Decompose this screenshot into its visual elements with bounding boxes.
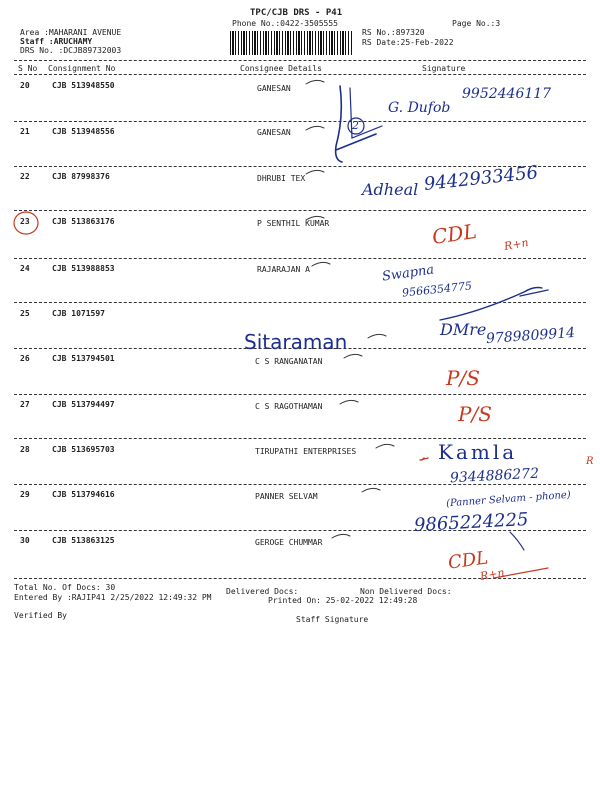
handwritten-name: Sitaraman bbox=[244, 330, 348, 354]
row-divider bbox=[14, 121, 586, 122]
handwritten-cdl: CDL bbox=[430, 219, 479, 249]
barcode bbox=[230, 31, 352, 55]
table-row-consignee: C S RAGOTHAMAN bbox=[255, 402, 323, 411]
handwritten-ps: P/S bbox=[446, 366, 480, 390]
handwritten-phone: 9442933456 bbox=[422, 162, 540, 195]
table-row-consignment: CJB 87998376 bbox=[52, 172, 110, 181]
rs-date: RS Date:25-Feb-2022 bbox=[362, 38, 454, 47]
divider bbox=[14, 74, 586, 75]
col-signature: Signature bbox=[422, 64, 466, 73]
handwritten-phone: 9789809914 bbox=[485, 324, 576, 348]
table-row-sno: 29 bbox=[20, 490, 30, 499]
table-row-sno: 26 bbox=[20, 354, 30, 363]
table-row-sno: 23 bbox=[20, 217, 30, 226]
table-row-consignee: P SENTHIL KUMAR bbox=[257, 219, 330, 228]
table-row-consignee: TIRUPATHI ENTERPRISES bbox=[255, 447, 357, 456]
divider bbox=[14, 60, 586, 61]
table-row-consignee: PANNER SELVAM bbox=[255, 492, 318, 501]
handwritten-mark: R bbox=[586, 456, 594, 467]
handwritten-phone: 9344886272 bbox=[449, 465, 540, 487]
delivered-docs: Delivered Docs: bbox=[226, 587, 299, 596]
table-row-sno: 21 bbox=[20, 127, 30, 136]
handwritten-signature: G. Dufob bbox=[388, 100, 451, 116]
handwritten-circle-number: 2 bbox=[352, 119, 359, 132]
handwritten-signature: DMre bbox=[440, 320, 487, 339]
table-row-consignee: C S RANGANATAN bbox=[255, 357, 323, 366]
table-row-consignee: GANESAN bbox=[257, 84, 291, 93]
verified-by: Verified By bbox=[14, 611, 67, 620]
handwritten-signature: Swapna bbox=[381, 262, 436, 285]
staff-signature: Staff Signature bbox=[296, 615, 369, 624]
table-row-consignment: CJB 513988853 bbox=[52, 264, 115, 273]
handwritten-cdl: CDL bbox=[446, 547, 490, 574]
handwritten-phone: 9566354775 bbox=[401, 279, 473, 300]
handwritten-phone: 9952446117 bbox=[462, 86, 552, 102]
table-row-sno: 30 bbox=[20, 536, 30, 545]
handwritten-ps: P/S bbox=[458, 402, 492, 426]
col-consignee: Consignee Details bbox=[240, 64, 322, 73]
table-row-consignment: CJB 513794501 bbox=[52, 354, 115, 363]
table-row-consignee: DHRUBI TEX bbox=[257, 174, 306, 183]
table-row-consignment: CJB 513695703 bbox=[52, 445, 115, 454]
table-row-consignee: RAJARAJAN A bbox=[257, 265, 310, 274]
handwritten-phone: 9865224225 bbox=[413, 509, 530, 536]
col-consignment: Consignment No bbox=[48, 64, 116, 73]
table-row-consignment: CJB 513863176 bbox=[52, 217, 115, 226]
area-label: Area :MAHARANI AVENUE bbox=[20, 28, 122, 37]
row-divider bbox=[14, 302, 586, 303]
entered-by: Entered By :RAJIP41 2/25/2022 12:49:32 PM bbox=[14, 593, 212, 602]
table-row-consignment: CJB 513794616 bbox=[52, 490, 115, 499]
handwritten-rtn: R+n bbox=[503, 235, 530, 254]
col-sno: S No bbox=[18, 64, 38, 73]
table-row-consignment: CJB 513948556 bbox=[52, 127, 115, 136]
printed-on: Printed On: 25-02-2022 12:49:28 bbox=[268, 596, 418, 605]
table-row-sno: 24 bbox=[20, 264, 30, 273]
row-divider bbox=[14, 394, 586, 395]
handwritten-rtn: R+n bbox=[479, 565, 506, 584]
row-divider bbox=[14, 258, 586, 259]
table-row-consignment: CJB 513948550 bbox=[52, 81, 115, 90]
table-row-consignment: CJB 513794497 bbox=[52, 400, 115, 409]
non-delivered-docs: Non Delivered Docs: bbox=[360, 587, 452, 596]
table-row-consignment: CJB 1071597 bbox=[52, 309, 105, 318]
rs-number: RS No.:897320 bbox=[362, 28, 425, 37]
drs-number: DRS No. :DCJB89732003 bbox=[20, 46, 122, 55]
row-divider bbox=[14, 210, 586, 211]
phone-number: Phone No.:0422-3505555 bbox=[232, 19, 338, 28]
handwritten-name: Kamla bbox=[438, 440, 518, 464]
row-divider bbox=[14, 438, 586, 439]
handwritten-note: (Panner Selvam - phone) bbox=[445, 489, 572, 510]
report-title: TPC/CJB DRS - P41 bbox=[250, 8, 343, 18]
staff-label: Staff :ARUCHAMY bbox=[20, 37, 93, 46]
table-row-sno: 22 bbox=[20, 172, 30, 181]
table-row-sno: 28 bbox=[20, 445, 30, 454]
table-row-sno: 25 bbox=[20, 309, 30, 318]
total-docs: Total No. Of Docs: 30 bbox=[14, 583, 116, 592]
table-row-consignee: GANESAN bbox=[257, 128, 291, 137]
table-row-sno: 27 bbox=[20, 400, 30, 409]
row-divider bbox=[14, 484, 586, 485]
handwritten-signature: Adheal bbox=[362, 180, 419, 199]
table-row-sno: 20 bbox=[20, 81, 30, 90]
table-row-consignment: CJB 513863125 bbox=[52, 536, 115, 545]
page-number: Page No.:3 bbox=[452, 19, 501, 28]
table-row-consignee: GEROGE CHUMMAR bbox=[255, 538, 323, 547]
